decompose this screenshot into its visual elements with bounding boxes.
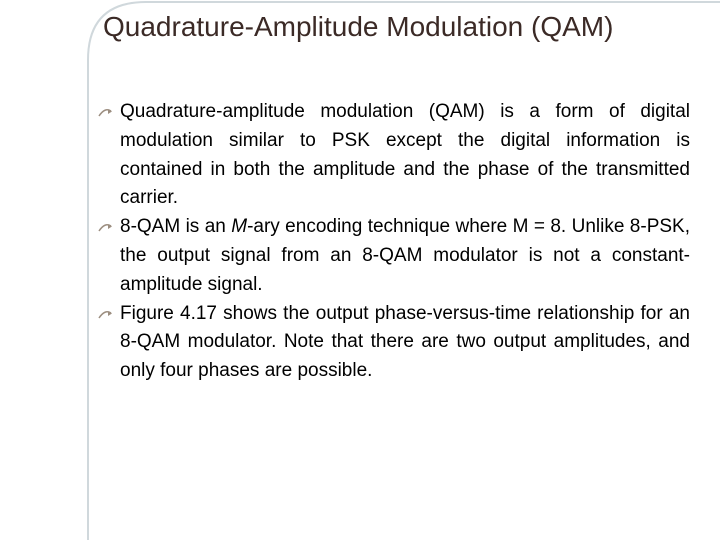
bullet-item xyxy=(98,300,690,386)
bullet-text: Figure 4.17 shows the output phase-versus-time relationship for an 8-QAM modulator. Note that there are two output amplitudes, and only four phases are possible. xyxy=(120,302,690,382)
bullet-text-end: -ary encoding technique where M = 8. Unlike 8-PSK, the output signal from an 8-QAM modulator is not a constant-amplitude signal. xyxy=(120,216,690,295)
bullet-text: Quadrature-amplitude modulation (QAM) is a form of digital modulation similar to PSK except the digital information is contained in both the amplitude and the phase of the transmitted carrier. xyxy=(120,101,690,209)
bullet-text xyxy=(120,213,690,299)
curved-arrow-bullet-icon xyxy=(98,221,114,233)
bullet-text-start: 8-QAM is an xyxy=(120,216,232,238)
bullet-text-italic: M xyxy=(231,216,248,238)
bullet-item xyxy=(98,213,690,299)
curved-arrow-bullet-icon xyxy=(98,106,114,118)
bullet-item xyxy=(98,98,690,213)
slide-title: Quadrature-Amplitude Modulation (QAM) xyxy=(103,11,614,42)
curved-arrow-bullet-icon xyxy=(98,308,114,320)
bullet-list xyxy=(98,98,690,386)
